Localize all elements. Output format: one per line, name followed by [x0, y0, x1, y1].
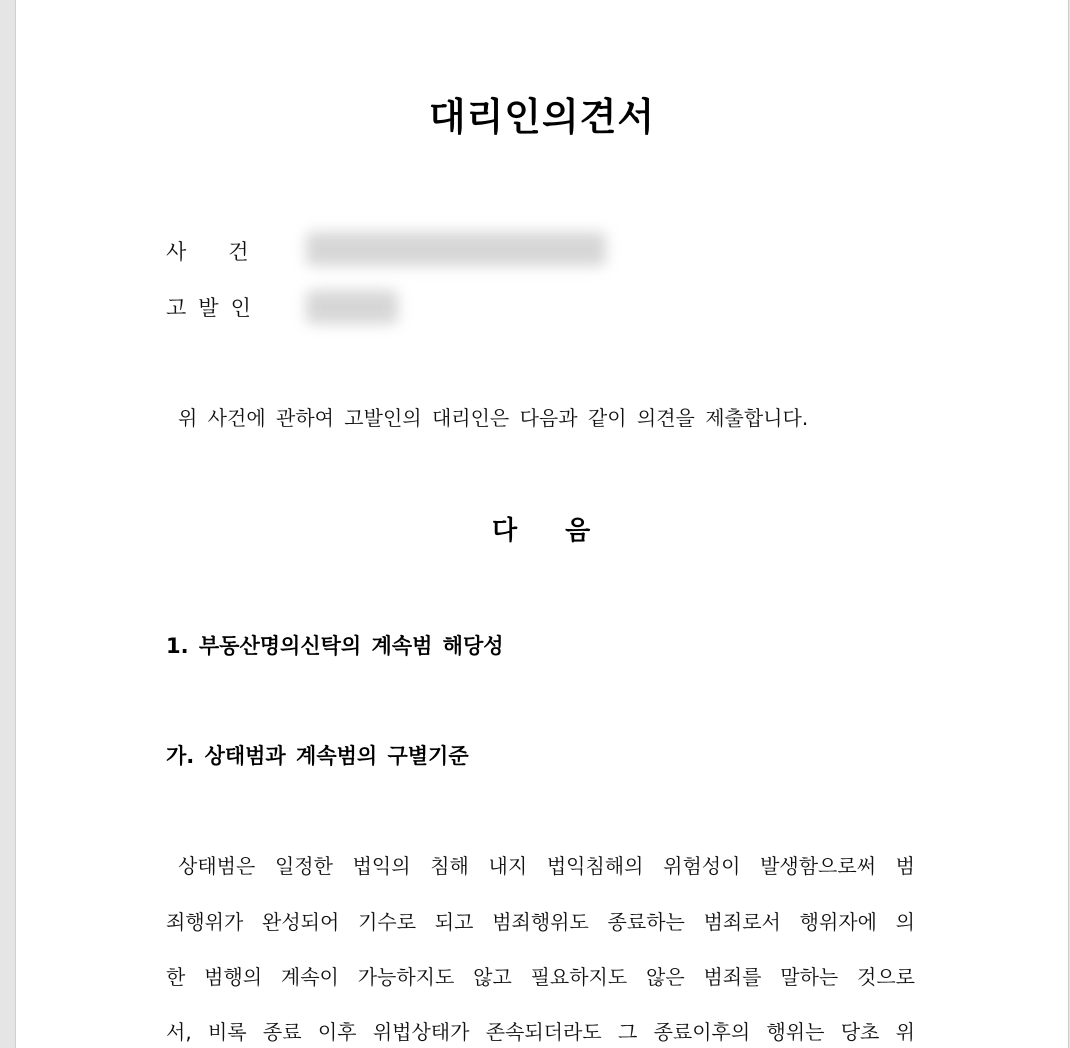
body-line-4: 서, 비록 종료 이후 위법상태가 존속되더라도 그 종료이후의 행위는 당초 위	[166, 1020, 915, 1044]
document-title: 대리인의견서	[428, 95, 656, 139]
section-heading-1-a: 가. 상태범과 계속범의 구별기준	[166, 744, 469, 768]
complainant-label-char-3: 인	[230, 296, 251, 320]
redacted-complainant-value	[306, 290, 398, 324]
center-heading-char-2: 음	[565, 516, 591, 546]
section-heading-1: 1. 부동산명의신탁의 계속범 해당성	[166, 634, 504, 658]
complainant-label-char-2: 발	[198, 296, 219, 320]
center-heading-char-1: 다	[492, 516, 518, 546]
case-label-char-1: 사	[166, 240, 187, 264]
document-page	[15, 0, 1069, 1048]
complainant-label-char-1: 고	[166, 296, 187, 320]
center-heading	[492, 510, 590, 547]
body-line-3: 한 범행의 계속이 가능하지도 않고 필요하지도 않은 범죄를 말하는 것으로	[166, 965, 915, 989]
intro-paragraph: 위 사건에 관하여 고발인의 대리인은 다음과 같이 의견을 제출합니다.	[178, 406, 809, 430]
case-label	[166, 236, 249, 266]
body-line-1: 상태범은 일정한 법익의 침해 내지 법익침해의 위험성이 발생함으로써 범	[178, 854, 915, 878]
case-label-char-2: 건	[228, 240, 249, 264]
redacted-case-value	[306, 232, 606, 266]
complainant-label	[166, 292, 251, 322]
body-line-2: 죄행위가 완성되어 기수로 되고 범죄행위도 종료하는 범죄로서 행위자에 의	[166, 910, 915, 934]
